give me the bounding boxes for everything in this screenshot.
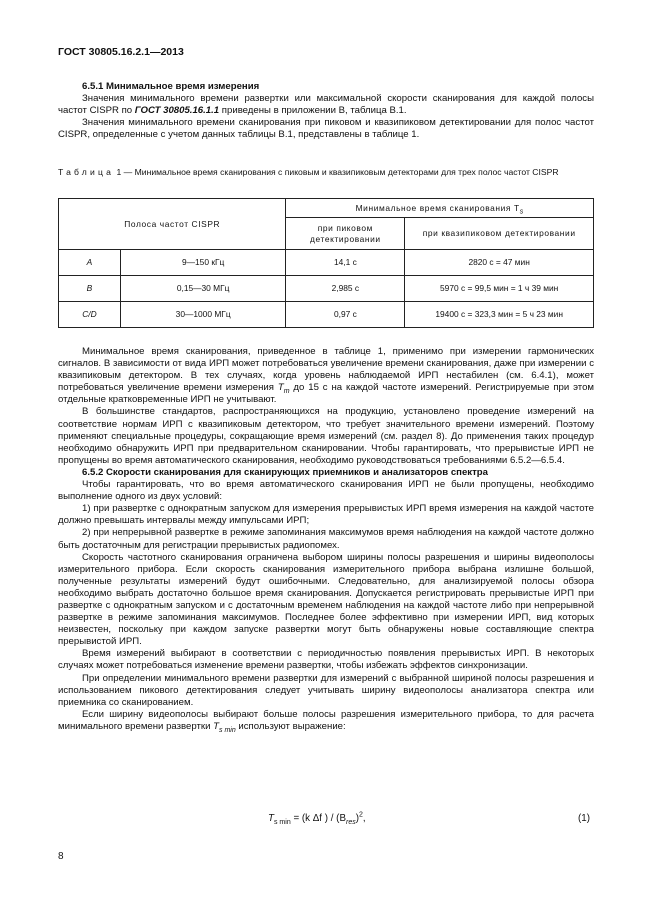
table-1 [58, 198, 594, 328]
page-number: 8 [58, 851, 64, 862]
formula-number: (1) [578, 813, 590, 824]
table-row [59, 276, 594, 302]
paragraph: Время измерений выбирают в соответствии с периодичностью появления прерывистых ИРП. В некоторых случаях может потребоваться изменение времени развертки, чтобы избежать эффектов синхронизации. [58, 648, 594, 672]
paragraph: В большинстве стандартов, распространяющихся на продукцию, установлено проведение измерений на соответствие нормам ИРП с квазипиковым детектором, что требует значительного времени измерений. Поэтому применяют специальные процедуры, сокращающие время измерений (см. раздел 8). До применения таких процедур необходимо обнаружить ИРП при предварительном сканировании. Чтобы гарантировать, что прерывистые ИРП не пропущены во время автоматического сканирования, необходимо руководствоваться требованиями 6.5.2—6.5.4. [58, 406, 594, 466]
band-cell: B [59, 276, 121, 302]
section-heading: 6.5.2 Скорости сканирования для сканирующих приемников и анализаторов спектра [82, 466, 489, 478]
list-item: 2) при непрерывной развертке в режиме запоминания максимумов время наблюдения на каждой частоте должно быть достаточным для регистрации прерывистых радиопомех. [58, 527, 594, 551]
section-6-5-1 [58, 81, 594, 141]
paragraph: Значения минимального времени сканирования при пиковом и квазипиковом детектировании для полос частот CISPR, определенные с учетом данных таблицы В.1, представлены в таблице 1. [58, 117, 594, 141]
table-caption: Таблица 1 — Минимальное время сканирования с пиковым и квазипиковым детекторами для трех полос частот CISPR [58, 167, 559, 177]
quasipeak-cell: 5970 с = 99,5 мин = 1 ч 39 мин [405, 276, 594, 302]
peak-cell: 14,1 с [286, 250, 405, 276]
paragraph: Если ширину видеополосы выбирают больше полосы разрешения измерительного прибора, то для расчета минимального времени развертки $T_{s min}$ используют выражение: [58, 708, 594, 734]
band-cell: C/D [59, 302, 121, 328]
paragraph: Чтобы гарантировать, что во время автоматического сканирования ИРП не были пропущены, необходимо выполнение одного из двух условий: [58, 479, 594, 503]
quasipeak-cell: 2820 с = 47 мин [405, 250, 594, 276]
range-cell: 30—1000 МГц [120, 302, 286, 328]
section-heading: 6.5.1 Минимальное время измерения [82, 81, 260, 92]
body-text [58, 346, 594, 733]
peak-cell: 0,97 с [286, 302, 405, 328]
formula-expression: $T_{s min} = (k$ Δf ) / $(B_{res})^2$, [268, 811, 366, 826]
peak-cell: 2,985 с [286, 276, 405, 302]
range-cell: 9—150 кГц [120, 250, 286, 276]
quasipeak-cell: 19400 с = 323,3 мин = 5 ч 23 мин [405, 302, 594, 328]
column-header-quasipeak: при квазипиковом детектировании [405, 218, 594, 250]
list-item: 1) при развертке с однократным запуском для измерения прерывистых ИРП время измерения на каждой частоте должно превышать интервалы между импульсами ИРП; [58, 503, 594, 527]
column-header-peak: при пиковом детектировании [286, 218, 405, 250]
band-cell: A [59, 250, 121, 276]
table-row [59, 250, 594, 276]
table-row [59, 302, 594, 328]
paragraph: При определении минимального времени развертки для измерений с выбранной шириной полосы разрешения и использованием пикового детектирования следует учитывать ширину видеополосы анализатора спектра или приемника со сканированием. [58, 672, 594, 708]
standard-reference: ГОСТ 30805.16.1.1 [134, 105, 220, 117]
column-header-time: Минимальное время сканирования $T_s$ [286, 199, 594, 218]
paragraph: Значения минимального времени развертки или максимальной скорости сканирования для каждой полосы частот CISPR по ГОСТ 30805.16.1.1 приведены в приложении В, таблица В.1. [58, 93, 594, 117]
column-header-band: Полоса частот CISPR [59, 199, 286, 250]
paragraph: Минимальное время сканирования, приведенное в таблице 1, применимо при измерении гармонических сигналов. В зависимости от вида ИРП может потребоваться увеличение времени сканирования, даже при измерении с квазипиковым детектором. В тех случаях, когда уровень наблюдаемой ИРП нестабилен (см. 6.4.1), может потребоваться увеличение времени измерения $T_m$ до 15 с на каждой частоте измерений. Регистрируемые при этом отдельные кратковременные ИРП не учитывают. [58, 346, 595, 406]
document-header: ГОСТ 30805.16.2.1—2013 [58, 46, 184, 58]
paragraph: Скорость частотного сканирования ограничена выбором ширины полосы разрешения и ширины видеополосы измерительного прибора. Если скорость сканирования измерительного прибора выбрана излишне большой, полученные результаты измерений будут ошибочными. Следовательно, для анализируемой полосы обзора необходимо выбрать достаточно большое время сканирования. Допускается регистрировать прерывистые ИРП при развертке с однократным запуском и с достаточным временем наблюдения на каждой частоте либо при непрерывной развертке в режиме запоминания максимумов. Последнее более эффективно при измерении ИРП, вид которых неизвестен, поскольку при каждом запуске развертки могут быть обнаружены новые составляющие спектра прерывистой ИРП. [58, 551, 594, 648]
range-cell: 0,15—30 МГц [120, 276, 286, 302]
